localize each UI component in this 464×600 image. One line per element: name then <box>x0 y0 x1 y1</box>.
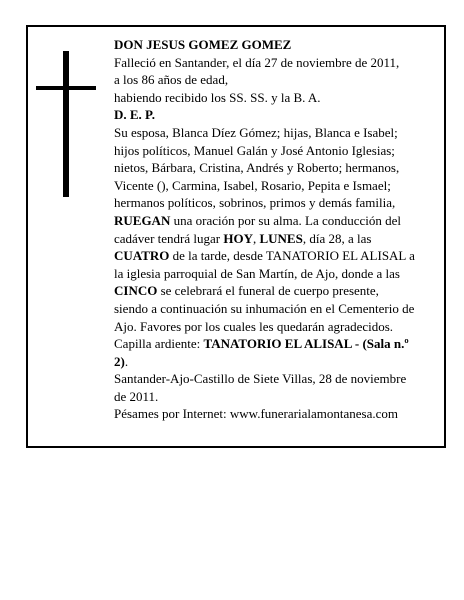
cuatro-text: CUATRO <box>114 248 170 264</box>
family-text: Su esposa, Blanca Díez Gómez; hijas, Blanca e Isabel; hijos políticos, Manuel Galán y José Antonio Iglesias; nietos, Bárbara, Cristina, Andrés y Roberto; hermanos, Vicente (), Carmina, Isabel, Rosario, Pepita e Ismael; hermanos políticos, sobrinos, primos y demás familia, <box>114 124 400 211</box>
route-text: de la tarde, desde TANATORIO EL ALISAL a la iglesia parroquial de San Martín, de Ajo, donde a las <box>114 248 415 281</box>
death-line: Falleció en Santander, el día 27 de noviembre de 2011, <box>114 54 400 70</box>
separator: , <box>252 230 260 246</box>
dep-line: D. E. P. <box>114 107 156 123</box>
lunes-text: LUNES <box>259 230 303 246</box>
place-date: Santander-Ajo-Castillo de Siete Villas, 28 de noviembre de 2011. <box>114 371 407 404</box>
hoy-text: HOY <box>223 230 253 246</box>
cinco-text: CINCO <box>114 283 158 299</box>
ruegan-text: RUEGAN <box>114 212 171 228</box>
day-text: , día 28, a las <box>302 230 372 246</box>
sacraments-line: habiendo recibido los SS. SS. y la B. A. <box>114 89 321 105</box>
body-paragraph <box>114 124 416 335</box>
chapel-place: TANATORIO EL ALISAL - (Sala n.º 2) <box>114 336 409 369</box>
deceased-name: DON JESUS GOMEZ GOMEZ <box>114 37 292 52</box>
cross-icon <box>63 51 69 197</box>
age-line: a los 86 años de edad, <box>114 72 229 88</box>
condolences-line: Pésames por Internet: www.funerarialamontanesa.com <box>114 406 398 422</box>
chapel-label: Capilla ardiente: <box>114 336 204 352</box>
cross-icon-arm <box>36 86 96 90</box>
chapel-end: . <box>124 353 129 369</box>
funeral-text: se celebrará el funeral de cuerpo presente, siendo a continuación su inhumación en el Cementerio de Ajo. Favores por los cuales les quedarán agradecidos. <box>114 283 415 334</box>
death-info <box>114 54 416 89</box>
chapel-line <box>114 335 416 370</box>
conduction-text: una oración por su alma. La conducción del cadáver tendrá lugar <box>114 212 402 246</box>
obituary-text <box>114 36 416 423</box>
